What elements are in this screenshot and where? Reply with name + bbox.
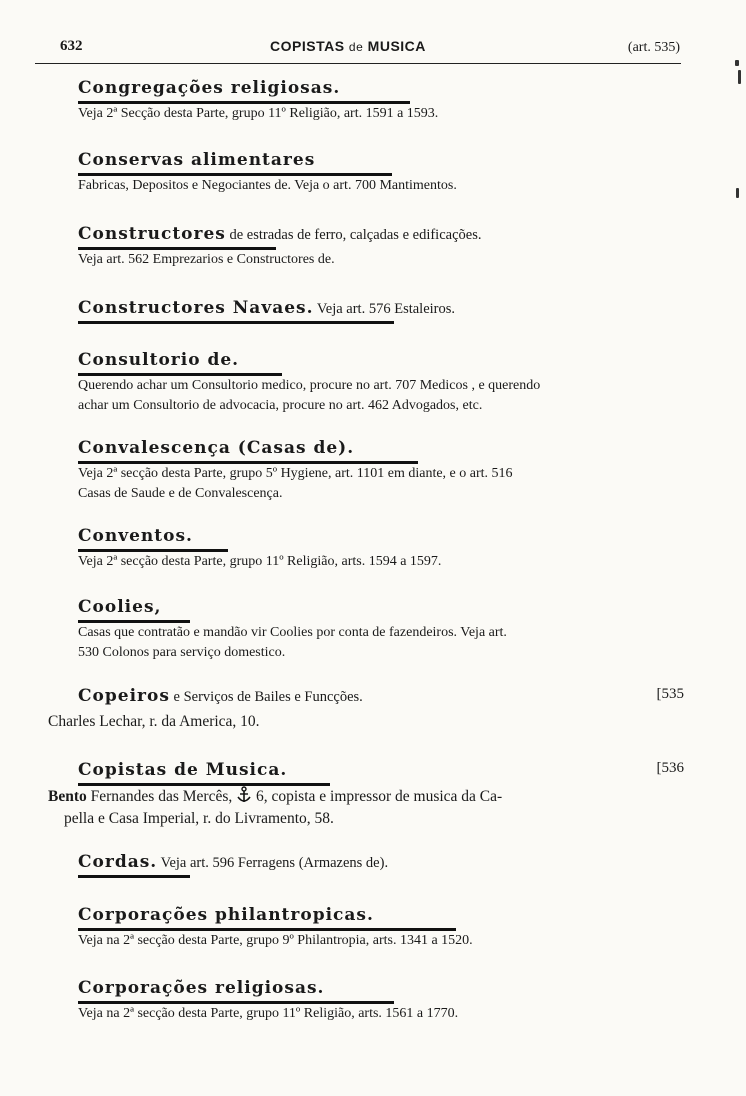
entry-consultorio bbox=[78, 350, 684, 416]
anchor-icon bbox=[236, 786, 252, 804]
entry-heading: Conservas alimentares bbox=[78, 150, 316, 170]
entry-corporacoes-religiosas bbox=[78, 978, 684, 1024]
header-rule bbox=[35, 63, 681, 64]
entry-heading: Convalescença (Casas de). bbox=[78, 438, 355, 458]
entry-heading: Constructores Navaes. bbox=[78, 298, 314, 318]
entry-heading: Congregações religiosas. bbox=[78, 78, 341, 98]
running-title bbox=[270, 38, 426, 54]
entry-text: achar um Consultorio de advocacia, procure no art. 462 Advogados, etc. bbox=[78, 398, 483, 413]
entry-coolies bbox=[78, 597, 684, 663]
entry-constructores bbox=[78, 224, 684, 270]
running-title-main: COPISTAS bbox=[270, 38, 345, 54]
entry-heading: Cordas. bbox=[78, 852, 158, 872]
entry-convalescenca bbox=[78, 438, 684, 504]
entry-text: Veja na 2ª secção desta Parte, grupo 11º Religião, arts. 1561 a 1770. bbox=[78, 1006, 459, 1021]
entry-heading: Copistas de Musica. bbox=[78, 760, 288, 780]
entry-corporacoes-philantropicas bbox=[78, 905, 684, 951]
entry-heading: Corporações philantropicas. bbox=[78, 905, 374, 925]
entry-heading: Corporações religiosas. bbox=[78, 978, 325, 998]
listing-name-continued: pella e Casa Imperial, r. do Livramento, 58. bbox=[64, 810, 334, 827]
article-number: [535 bbox=[656, 686, 684, 702]
entry-copeiros bbox=[48, 686, 684, 733]
article-number: [536 bbox=[656, 760, 684, 776]
article-range: (art. 535) bbox=[627, 40, 680, 55]
entry-heading-tail: e Serviços de Bailes e Funcções. bbox=[173, 689, 363, 705]
margin-speck bbox=[738, 70, 741, 84]
listing-name-rest: Fernandes das Mercês, bbox=[90, 788, 233, 805]
entry-constructores-navaes bbox=[78, 298, 684, 324]
entry-heading-tail: Veja art. 576 Estaleiros. bbox=[316, 301, 456, 317]
listing-name: Charles Lechar, r. da America, 10. bbox=[48, 713, 260, 730]
heading-underline bbox=[78, 321, 394, 324]
entry-conservas bbox=[78, 150, 684, 196]
entry-heading: Copeiros bbox=[78, 686, 170, 706]
entry-congregacoes bbox=[78, 78, 684, 124]
running-title-de: de bbox=[348, 40, 364, 54]
entry-text: Veja na 2ª secção desta Parte, grupo 9º Philantropia, arts. 1341 a 1520. bbox=[78, 933, 473, 948]
heading-underline bbox=[78, 875, 190, 878]
listing-name bbox=[48, 786, 684, 808]
listing-name-details: 6, copista e impressor de musica da Ca- bbox=[255, 788, 503, 805]
margin-speck bbox=[736, 188, 739, 198]
entry-heading: Coolies, bbox=[78, 597, 162, 617]
entry-heading-tail: de estradas de ferro, calçadas e edificações. bbox=[229, 227, 482, 243]
entry-cordas bbox=[78, 852, 684, 878]
entry-text: Veja art. 562 Emprezarios e Constructores de. bbox=[78, 252, 335, 267]
entry-heading: Consultorio de. bbox=[78, 350, 240, 370]
entry-text: Querendo achar um Consultorio medico, procure no art. 707 Medicos , e querendo bbox=[78, 378, 541, 393]
entry-heading: Constructores bbox=[78, 224, 226, 244]
entry-text: Veja 2ª secção desta Parte, grupo 5º Hygiene, art. 1101 em diante, e o art. 516 bbox=[78, 466, 513, 481]
entry-copistas bbox=[48, 760, 684, 830]
entry-conventos bbox=[78, 526, 684, 572]
entry-text: Casas de Saude e de Convalescença. bbox=[78, 486, 283, 501]
margin-speck bbox=[735, 60, 739, 66]
entry-text: 530 Colonos para serviço domestico. bbox=[78, 645, 286, 660]
entry-heading: Conventos. bbox=[78, 526, 193, 546]
page-number: 632 bbox=[60, 38, 83, 54]
page-header bbox=[60, 38, 680, 60]
entry-heading-tail: Veja art. 596 Ferragens (Armazens de). bbox=[160, 855, 389, 871]
entry-text: Veja 2ª Secção desta Parte, grupo 11º Religião, art. 1591 a 1593. bbox=[78, 106, 439, 121]
entry-text: Casas que contratão e mandão vir Coolies por conta de fazendeiros. Veja art. bbox=[78, 625, 507, 640]
entry-text: Fabricas, Depositos e Negociantes de. Veja o art. 700 Mantimentos. bbox=[78, 178, 457, 193]
entry-text: Veja 2ª secção desta Parte, grupo 11º Religião, arts. 1594 a 1597. bbox=[78, 554, 442, 569]
listing-name-first: Bento bbox=[48, 788, 87, 805]
running-title-end: MUSICA bbox=[367, 38, 426, 54]
